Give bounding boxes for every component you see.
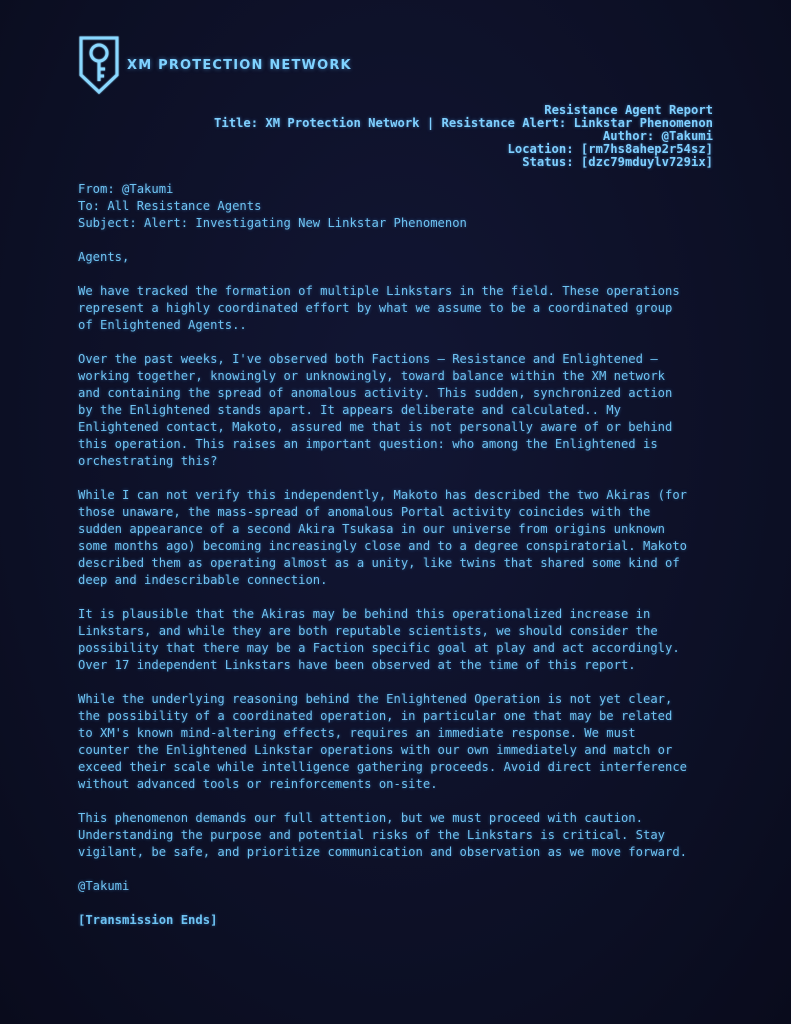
salutation: Agents, — [78, 250, 130, 264]
author-label: Author: — [602, 129, 655, 144]
report-status-line — [214, 156, 713, 169]
signature: @Takumi — [78, 879, 130, 893]
paragraph-4: It is plausible that the Akiras may be behind this operationalized increase in Linkstars, and while they are both reputable scientists, we should consider the possibility that there may be a Faction specific goal at play and act accordingly. Over 17 independent Linkstars have been observed at the time of this report. — [78, 607, 680, 672]
paragraph-1: We have tracked the formation of multiple Linkstars in the field. These operations represent a highly coordinated effort by what we assume to be a coordinated group of Enlightened Agents.. — [78, 284, 680, 332]
paragraph-6: This phenomenon demands our full attention, but we must proceed with caution. Understanding the purpose and potential risks of the Linkstars is critical. Stay vigilant, be safe, and prioritize communication and observation as we move forward. — [78, 811, 688, 859]
report-heading: Resistance Agent Report — [544, 103, 713, 117]
paragraph-2: Over the past weeks, I've observed both Factions – Resistance and Enlightened – working together, knowingly or unknowingly, toward balance within the XM network and containing the spread of anomalous activity. This sudden, synchronized action by the Enlightened stands apart. It appears deliberate and calculated.. My Enlightened contact, Makoto, assured me that is not personally aware of or behind this operation. This raises an important question: who among the Enlightened is orchestrating this? — [78, 352, 673, 468]
paragraph-5: While the underlying reasoning behind the Enlightened Operation is not yet clear, the possibility of a coordinated operation, in particular one that may be related to XM's known mind-altering effects, requires an immediate response. We must counter the Enlightened Linkstar operations with our own immediately and match or exceed their scale while intelligence gathering proceeds. Avoid direct interference without advanced tools or reinforcements on-site. — [78, 692, 688, 791]
memo-to: To: All Resistance Agents — [78, 199, 262, 213]
status-value: [dzc79mduylv729ix] — [580, 155, 713, 170]
paragraph-3: While I can not verify this independently, Makoto has described the two Akiras (for those unaware, the mass-spread of anomalous Portal activity coincides with the sudden appearance of a second Akira Tsukasa in our universe from origins unknown some months ago) becoming increasingly close and to a degree conspiratorial. Makoto described them as operating almost as a unity, like twins that shared some kind of deep and indescribable connection. — [78, 488, 688, 587]
status-label: Status: — [522, 155, 574, 170]
brand-name: XM PROTECTION NETWORK — [127, 57, 352, 73]
brand-logo — [78, 35, 352, 95]
report-header — [214, 104, 713, 169]
resistance-key-shield-icon — [78, 35, 120, 95]
title-label: Title: — [214, 116, 259, 131]
location-label: Location: — [507, 142, 574, 157]
memo-header — [78, 181, 718, 232]
author-value: @Takumi — [661, 129, 713, 144]
report-body — [78, 181, 718, 946]
memo-subject: Subject: Alert: Investigating New Linkstar Phenomenon — [78, 216, 467, 230]
transmission-end: [Transmission Ends] — [78, 913, 218, 927]
memo-from: From: @Takumi — [78, 182, 174, 196]
title-value: XM Protection Network | Resistance Alert: Linkstar Phenomenon — [265, 116, 713, 131]
location-value: [rm7hs8ahep2r54sz] — [580, 142, 713, 157]
